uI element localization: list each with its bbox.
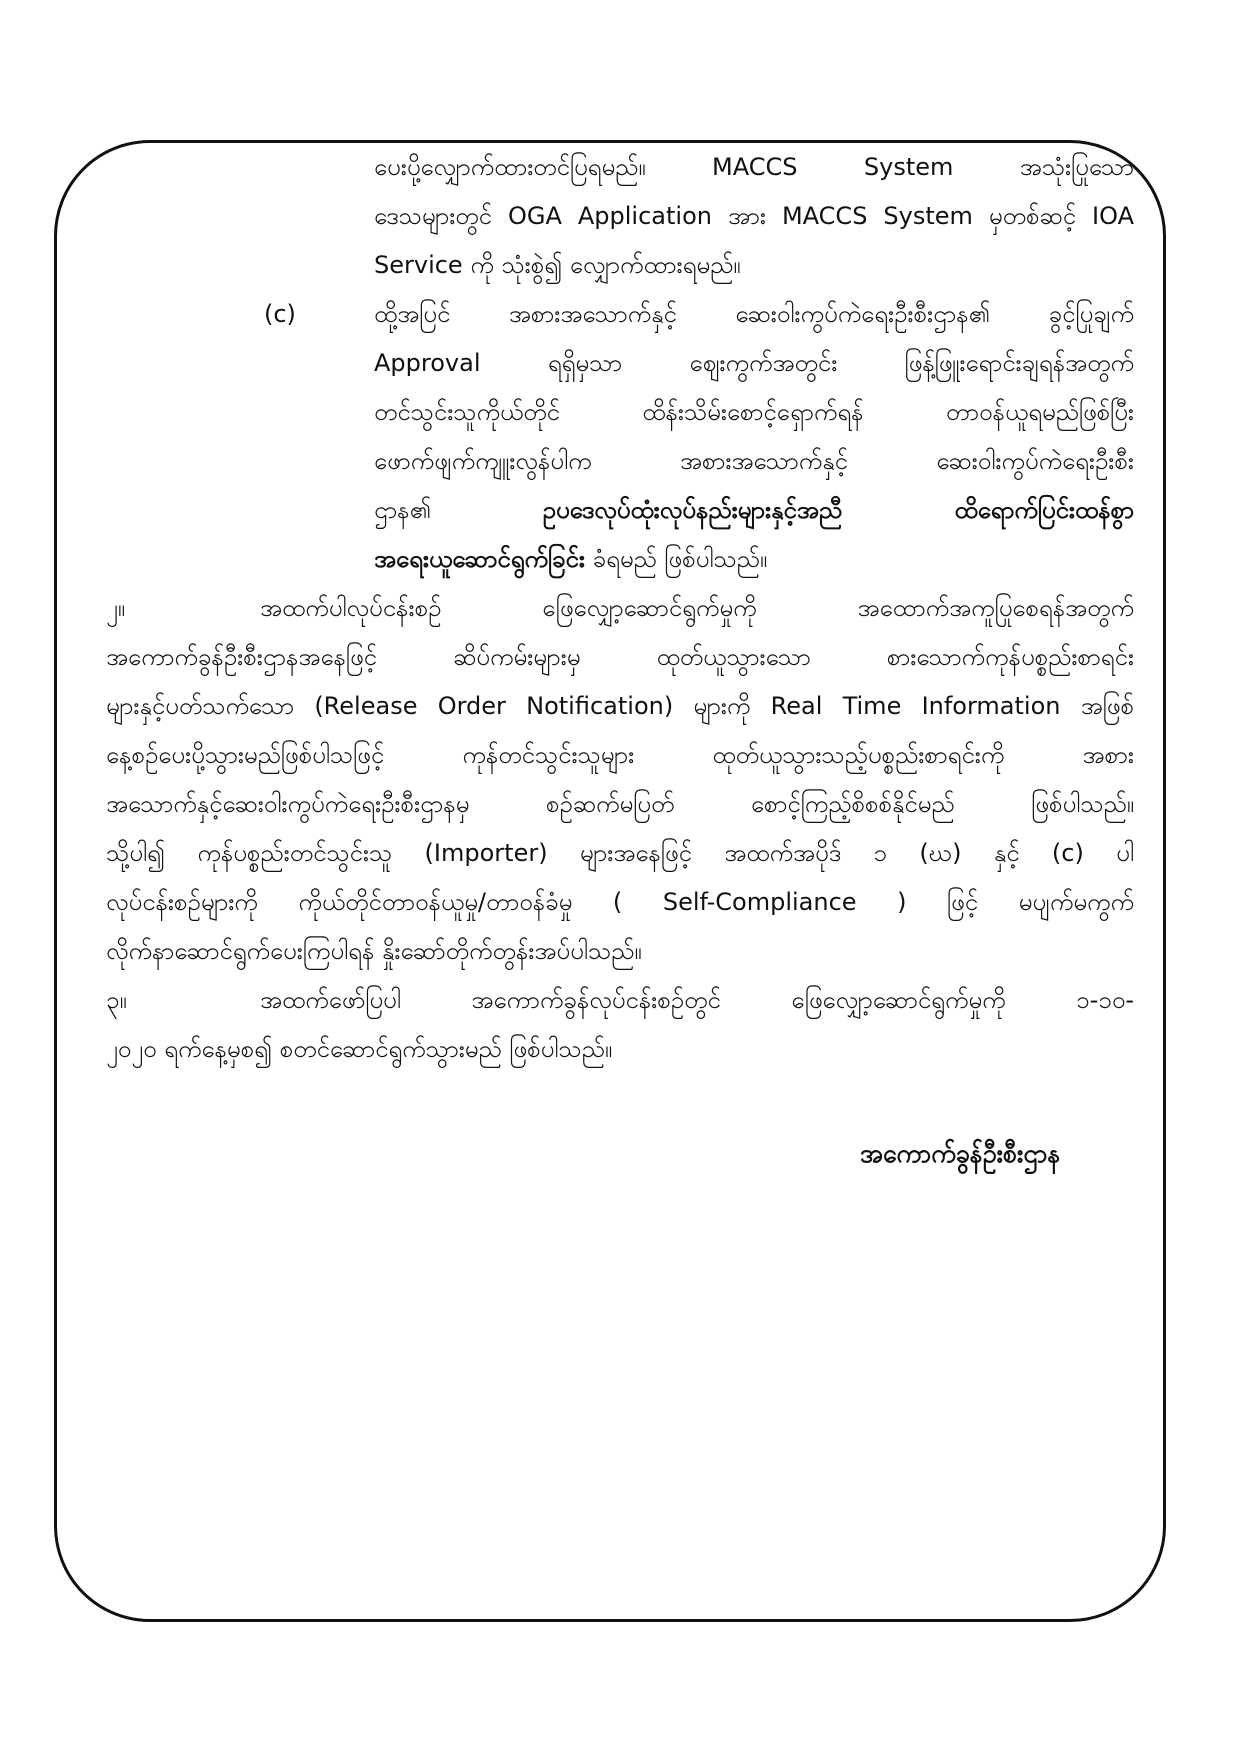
signature-department: အကောက်ခွန်ဦးစီးဌာန (860, 1139, 1061, 1168)
para3-line-1 (106, 985, 1134, 1015)
block-c-line-2: Approval ရရှိမှသာ ဈေးကွက်အတွင်း ဖြန့်ဖြူးရောင်းချရန်အတွက် (374, 349, 1134, 377)
para2-line-4: နေ့စဉ်ပေးပို့သွားမည်ဖြစ်ပါသဖြင့် ကုန်တင်သွင်းသူများ ထုတ်ယူသွားသည့်ပစ္စည်းစာရင်းကို အစား (106, 741, 1134, 769)
para2-line-7: လုပ်ငန်းစဉ်များကို ကိုယ်တိုင်တာဝန်ယူမှု/တာဝန်ခံမှု ( Self-Compliance ) ဖြင့် မပျက်မကွက် (106, 888, 1134, 916)
para3-line-1-text: အထက်ဖော်ပြပါ အကောက်ခွန်လုပ်ငန်းစဉ်တွင် ဖြေလျှော့ဆောင်ရွက်မှုကို ၁-၁၀- (260, 986, 1134, 1014)
block-c-line-6 (374, 544, 1134, 574)
para2-line-3: များနှင့်ပတ်သက်သော (Release Order Notification) များကို Real Time Information အဖြစ် (106, 692, 1134, 720)
block-b-line-1: ပေးပို့လျှောက်ထားတင်ပြရမည်။ MACCS System အသုံးပြုသော (374, 153, 1134, 181)
block-c-line-1: ထို့အပြင် အစားအသောက်နှင့် ဆေးဝါးကွပ်ကဲရေးဦးစီးဌာန၏ ခွင့်ပြုချက် (374, 300, 1134, 328)
block-c-line-5-lead: ဌာန၏ (374, 496, 431, 524)
block-b-line-3: Service ကို သုံးစွဲ၍ လျှောက်ထားရမည်။ (374, 251, 741, 279)
para2-line-8: လိုက်နာဆောင်ရွက်ပေးကြပါရန် နှိုးဆော်တိုက်တွန်းအပ်ပါသည်။ (106, 937, 642, 965)
subitem-c-marker: (c) (264, 300, 296, 328)
para2-number: ၂။ (106, 594, 126, 622)
para3-number: ၃။ (106, 986, 127, 1014)
block-c-line-6-bold: အရေးယူဆောင်ရွက်ခြင်း (374, 545, 585, 573)
block-c-line-6-tail: ခံရမည် ဖြစ်ပါသည်။ (592, 545, 768, 573)
para2-line-1 (106, 593, 1134, 623)
block-c-line-5 (374, 495, 1134, 525)
para2-line-6: သို့ပါ၍ ကုန်ပစ္စည်းတင်သွင်းသူ (Importer) များအနေဖြင့် အထက်အပိုဒ် ၁ (ဃ) နှင့် (c) ပါ (106, 839, 1134, 867)
para2-line-2: အကောက်ခွန်ဦးစီးဌာနအနေဖြင့် ဆိပ်ကမ်းများမှ ထုတ်ယူသွားသော စားသောက်ကုန်ပစ္စည်းစာရင်း (106, 643, 1134, 671)
block-c-line-3: တင်သွင်းသူကိုယ်တိုင် ထိန်းသိမ်းစောင့်ရှောက်ရန် တာဝန်ယူရမည်ဖြစ်ပြီး (374, 398, 1134, 426)
block-c-line-5-bold: ဥပဒေလုပ်ထုံးလုပ်နည်းများနှင့်အညီ ထိရောက်ပြင်းထန်စွာ (542, 496, 1134, 524)
block-c-line-4: ဖောက်ဖျက်ကျူးလွန်ပါက အစားအသောက်နှင့် ဆေးဝါးကွပ်ကဲရေးဦးစီး (374, 447, 1134, 475)
para3-line-2: ၂၀၂၀ ရက်နေ့မှစ၍ စတင်ဆောင်ရွက်သွားမည် ဖြစ်ပါသည်။ (106, 1035, 613, 1063)
para2-line-5: အသောက်နှင့်ဆေးဝါးကွပ်ကဲရေးဦးစီးဌာနမှ စဉ်ဆက်မပြတ် စောင့်ကြည့်စိစစ်နိုင်မည် ဖြစ်ပါသည်။ (106, 790, 1134, 818)
block-b-line-2: ဒေသများတွင် OGA Application အား MACCS System မှတစ်ဆင့် IOA (374, 202, 1134, 230)
para2-line-1-text: အထက်ပါလုပ်ငန်းစဉ် ဖြေလျှော့ဆောင်ရွက်မှုကို အထောက်အကူပြုစေရန်အတွက် (260, 594, 1134, 622)
